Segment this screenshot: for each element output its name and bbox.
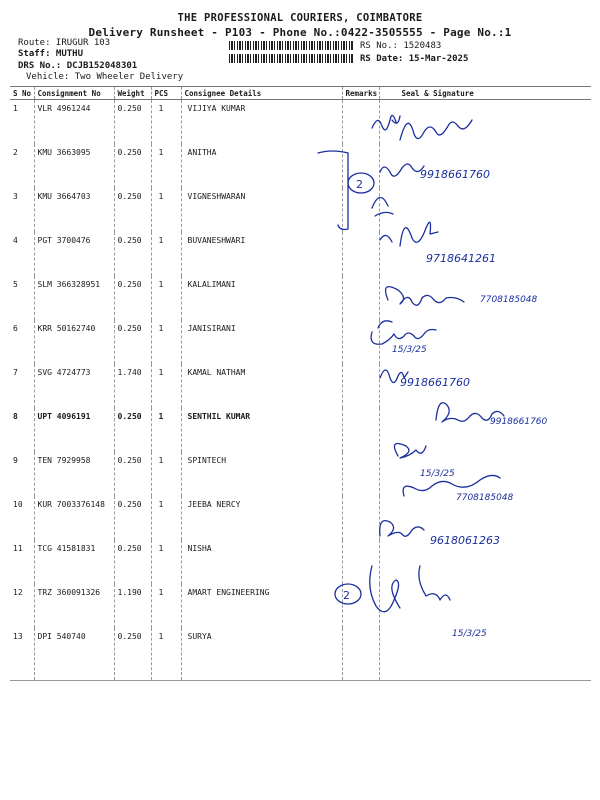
date-row-6: 15/3/25	[392, 345, 427, 355]
cell-remarks	[342, 408, 379, 452]
cell-signature	[379, 408, 591, 452]
cell-remarks	[342, 232, 379, 276]
cell-consignment: UPT 4096191	[34, 408, 114, 452]
col-remarks: Remarks	[342, 87, 379, 100]
cell-pcs: 1	[151, 408, 181, 452]
phone-row-11: 9618061263	[430, 534, 500, 547]
runsheet-title: Delivery Runsheet - P103 - Phone No.:0422-3505555 - Page No.:1	[88, 26, 512, 39]
cell-consignment: KRR 50162740	[34, 320, 114, 364]
cell-consignment: TCG 41581831	[34, 540, 114, 584]
table-row	[10, 144, 591, 188]
cell-sno: 8	[13, 412, 18, 421]
cell-weight: 0.250	[114, 144, 151, 188]
cell-weight: 0.250	[114, 100, 151, 145]
cell-remarks	[342, 584, 379, 628]
col-consignee: Consignee Details	[181, 87, 342, 100]
phone-row-4: 9718641261	[426, 252, 496, 265]
table-row	[10, 232, 591, 276]
date-row-13: 15/3/25	[452, 629, 487, 639]
cell-weight: 0.250	[114, 628, 151, 681]
cell-sno: 10	[13, 500, 23, 509]
cell-sno: 4	[13, 236, 18, 245]
table-row	[10, 628, 591, 681]
rs-number: RS No.: 1520483	[360, 41, 442, 51]
table-row	[10, 364, 591, 408]
cell-signature	[379, 584, 591, 628]
cell-consignment: DPI 540740	[34, 628, 114, 681]
cell-consignment: SLM 366328951	[34, 276, 114, 320]
table-row	[10, 540, 591, 584]
vehicle-label: Vehicle: Two Wheeler Delivery	[26, 72, 184, 82]
svg-text:2: 2	[356, 178, 363, 191]
cell-consignment: SVG 4724773	[34, 364, 114, 408]
cell-consignee: KALALIMANI	[181, 276, 342, 320]
cell-consignee: JEEBA NERCY	[181, 496, 342, 540]
cell-pcs: 1	[151, 320, 181, 364]
table-header	[10, 87, 591, 100]
table-row	[10, 320, 591, 364]
cell-signature	[379, 276, 591, 320]
rs-barcode-top	[229, 41, 353, 50]
cell-remarks	[342, 540, 379, 584]
cell-signature	[379, 496, 591, 540]
cell-consignee: VIGNESHWARAN	[181, 188, 342, 232]
phone-row-10: 7708185048	[456, 493, 514, 503]
table-row	[10, 496, 591, 540]
cell-sno: 7	[13, 368, 18, 377]
cell-remarks	[342, 276, 379, 320]
cell-signature	[379, 364, 591, 408]
cell-weight: 0.250	[114, 452, 151, 496]
cell-weight: 0.250	[114, 232, 151, 276]
cell-consignee: NISHA	[181, 540, 342, 584]
phone-row-7: 9918661760	[400, 376, 470, 389]
cell-sno: 5	[13, 280, 18, 289]
cell-sno: 1	[13, 104, 18, 113]
cell-signature	[379, 540, 591, 584]
cell-consignment: TRZ 360091326	[34, 584, 114, 628]
cell-remarks	[342, 188, 379, 232]
cell-signature	[379, 232, 591, 276]
col-weight: Weight	[114, 87, 151, 100]
runsheet-table	[10, 86, 591, 681]
cell-signature	[379, 188, 591, 232]
cell-remarks	[342, 452, 379, 496]
cell-sno: 6	[13, 324, 18, 333]
cell-weight: 0.250	[114, 276, 151, 320]
svg-text:2: 2	[343, 589, 350, 602]
cell-weight: 0.250	[114, 540, 151, 584]
cell-pcs: 1	[151, 584, 181, 628]
cell-consignee: AMART ENGINEERING	[181, 584, 342, 628]
cell-remarks	[342, 100, 379, 145]
cell-consignee: ANITHA	[181, 144, 342, 188]
drs-number: DRS No.: DCJB152048301	[18, 61, 138, 71]
cell-signature	[379, 100, 591, 145]
rs-barcode-bottom	[229, 54, 353, 63]
cell-consignee: BUVANESHWARI	[181, 232, 342, 276]
cell-consignee: SENTHIL KUMAR	[181, 408, 342, 452]
cell-signature	[379, 452, 591, 496]
cell-sno: 11	[13, 544, 23, 553]
cell-pcs: 1	[151, 540, 181, 584]
col-consignment: Consignment No	[34, 87, 114, 100]
cell-signature	[379, 320, 591, 364]
cell-consignment: PGT 3700476	[34, 232, 114, 276]
cell-remarks	[342, 496, 379, 540]
table-row	[10, 188, 591, 232]
phone-row-2: 9918661760	[420, 168, 490, 181]
cell-signature	[379, 144, 591, 188]
cell-weight: 1.740	[114, 364, 151, 408]
date-row-10: 15/3/25	[420, 469, 455, 479]
cell-consignee: VIJIYA KUMAR	[181, 100, 342, 145]
cell-sno: 9	[13, 456, 18, 465]
cell-sno: 3	[13, 192, 18, 201]
route-label: Route: IRUGUR 103	[18, 38, 111, 48]
cell-remarks	[342, 320, 379, 364]
cell-remarks	[342, 628, 379, 681]
cell-consignee: JANISIRANI	[181, 320, 342, 364]
cell-pcs: 1	[151, 276, 181, 320]
cell-weight: 0.250	[114, 496, 151, 540]
cell-weight: 0.250	[114, 320, 151, 364]
cell-signature	[379, 628, 591, 681]
company-title: THE PROFESSIONAL COURIERS, COIMBATORE	[177, 12, 423, 24]
cell-weight: 0.250	[114, 188, 151, 232]
cell-pcs: 1	[151, 496, 181, 540]
cell-sno: 2	[13, 148, 18, 157]
cell-sno: 13	[10, 628, 34, 681]
table-row	[10, 408, 591, 452]
rs-date: RS Date: 15-Mar-2025	[360, 54, 469, 64]
cell-consignee: KAMAL NATHAM	[181, 364, 342, 408]
phone-row-5: 7708185048	[480, 295, 538, 305]
cell-remarks	[342, 364, 379, 408]
cell-pcs: 1	[151, 628, 181, 681]
table-row	[10, 100, 591, 145]
cell-weight: 1.190	[114, 584, 151, 628]
cell-consignee: SPINTECH	[181, 452, 342, 496]
table-row	[10, 452, 591, 496]
cell-pcs: 1	[151, 144, 181, 188]
cell-consignment: VLR 4961244	[34, 100, 114, 145]
cell-consignment: KMU 3664703	[34, 188, 114, 232]
cell-remarks	[342, 144, 379, 188]
table-row	[10, 584, 591, 628]
cell-sno: 12	[13, 588, 23, 597]
cell-consignment: KUR 7003376148	[34, 496, 114, 540]
cell-pcs: 1	[151, 100, 181, 145]
cell-pcs: 1	[151, 452, 181, 496]
cell-pcs: 1	[151, 364, 181, 408]
col-signature: Seal & Signature	[379, 87, 591, 100]
col-sno: S No	[10, 87, 34, 100]
phone-row-8: 9918661760	[490, 417, 548, 427]
cell-weight: 0.250	[114, 408, 151, 452]
cell-pcs: 1	[151, 188, 181, 232]
table-row	[10, 276, 591, 320]
cell-consignment: TEN 7929958	[34, 452, 114, 496]
col-pcs: PCS	[151, 87, 181, 100]
cell-pcs: 1	[151, 232, 181, 276]
staff-label: Staff: MUTHU	[18, 49, 84, 59]
cell-consignment: KMU 3663095	[34, 144, 114, 188]
cell-consignee: SURYA	[181, 628, 342, 681]
